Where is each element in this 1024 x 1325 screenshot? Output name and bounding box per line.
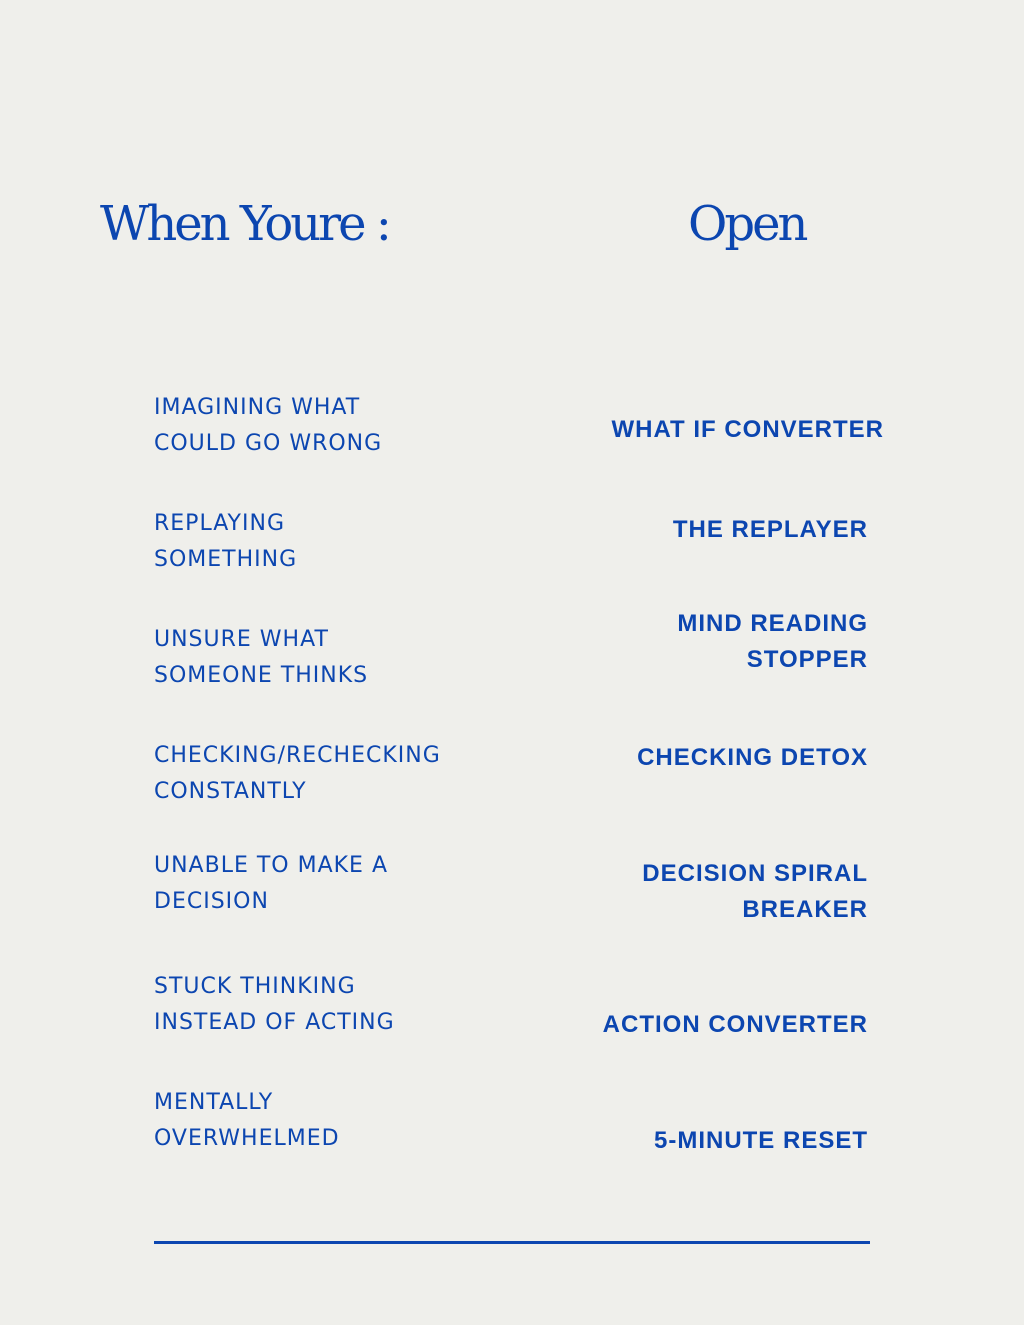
tool-name [654, 1101, 868, 1181]
tool-line: STOPPER [746, 646, 868, 673]
column-heading-situation: When Youre : [100, 196, 389, 252]
tool-line: ACTION CONVERTER [602, 1011, 868, 1038]
tool-name [642, 852, 868, 932]
tool-line: DECISION SPIRAL [642, 860, 868, 887]
situation-text [154, 848, 388, 920]
situation-line: SOMETHING [154, 547, 298, 572]
tool-name [637, 718, 868, 798]
list-row [154, 1085, 870, 1165]
situation-text [154, 969, 395, 1041]
column-heading-tool: Open [688, 196, 806, 252]
situation-line: STUCK THINKING [154, 974, 356, 999]
situation-line: INSTEAD OF ACTING [154, 1010, 395, 1035]
situation-line: IMAGINING WHAT [154, 395, 361, 420]
list-row [154, 738, 870, 818]
tool-name [673, 490, 868, 570]
bottom-divider [154, 1241, 870, 1244]
tool-line: MIND READING [677, 610, 868, 637]
list-row [154, 969, 870, 1049]
situation-text [154, 390, 382, 462]
situation-line: UNSURE WHAT [154, 627, 329, 652]
situation-text [154, 738, 441, 810]
tool-line: CHECKING DETOX [637, 744, 868, 771]
tool-line: 5-MINUTE RESET [653, 1127, 868, 1154]
situation-text [154, 506, 297, 578]
situation-line: DECISION [154, 889, 269, 914]
tool-name [611, 390, 884, 470]
situation-line: SOMEONE THINKS [154, 663, 369, 688]
list-row [154, 506, 870, 586]
tool-name [603, 985, 868, 1065]
list-row [154, 848, 870, 928]
tool-line: WHAT IF CONVERTER [611, 416, 884, 443]
tool-name [677, 602, 868, 682]
situation-line: CONSTANTLY [154, 779, 307, 804]
situation-text [154, 1085, 340, 1157]
situation-line: OVERWHELMED [154, 1126, 340, 1151]
situation-line: REPLAYING [154, 511, 285, 536]
list-row [154, 610, 870, 702]
tool-line: BREAKER [742, 896, 868, 923]
situation-line: MENTALLY [154, 1090, 274, 1115]
situation-line: CHECKING/RECHECKING [154, 743, 441, 768]
situation-line: UNABLE TO MAKE A [154, 853, 389, 878]
tool-line: THE REPLAYER [672, 516, 868, 543]
situation-line: COULD GO WRONG [154, 431, 383, 456]
list-row [154, 390, 884, 470]
situation-text [154, 622, 368, 694]
